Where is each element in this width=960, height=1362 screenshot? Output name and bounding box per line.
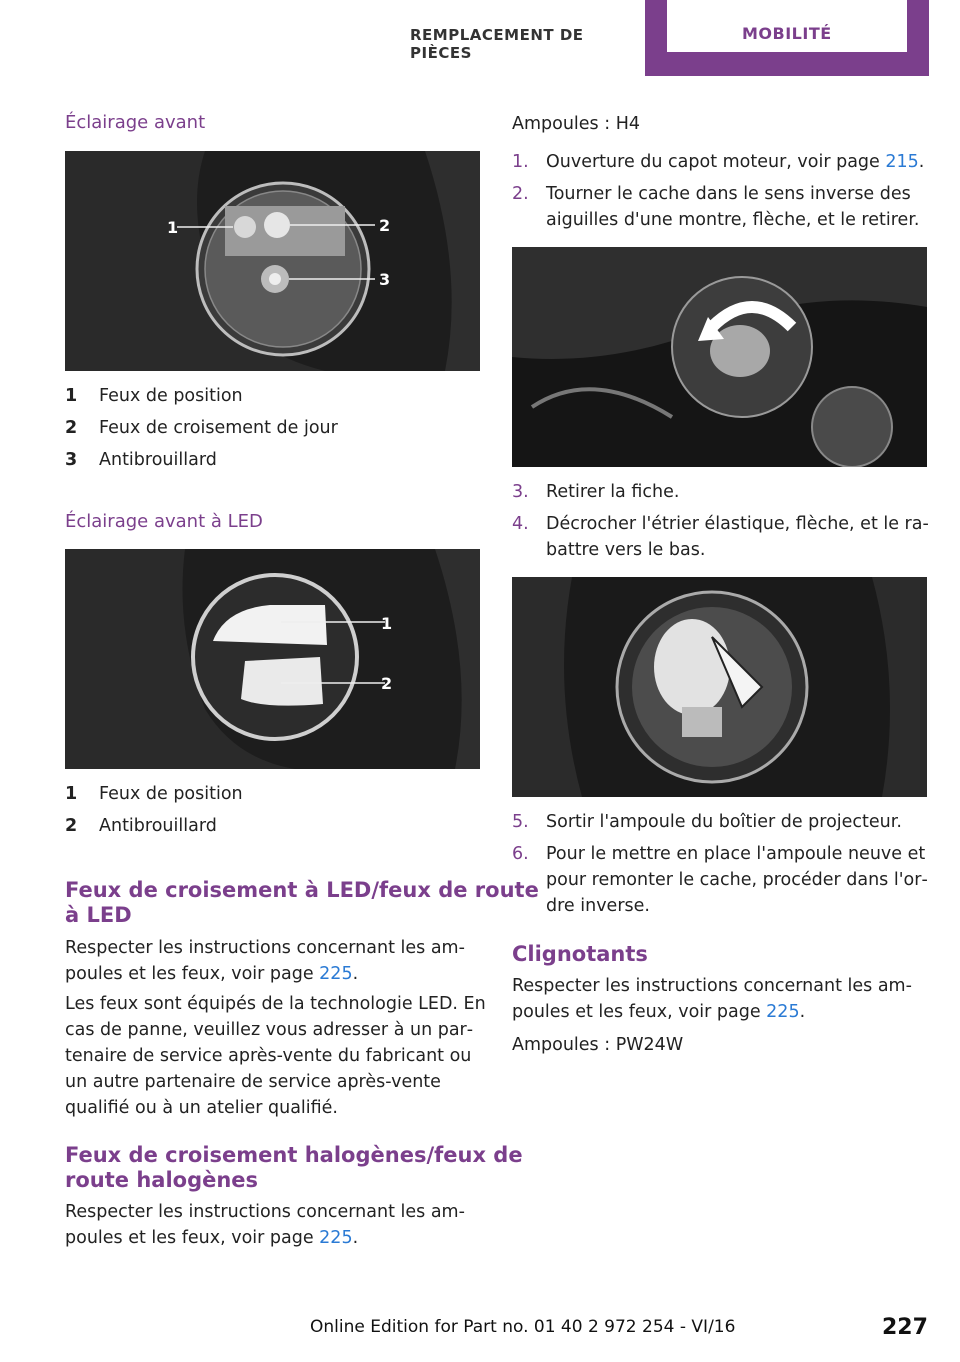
- section-title-eclairage-avant: Éclairage avant: [65, 112, 206, 133]
- page-link[interactable]: 225: [319, 964, 353, 984]
- callout-1: 1: [381, 614, 393, 633]
- led-headlight-figure: [65, 549, 480, 769]
- callout-2: 2: [381, 674, 393, 693]
- paragraph: Respecter les instructions concernant les am‐ poules et les feux, voir page 225.: [65, 938, 465, 984]
- header-section-title: REMPLACEMENT DE PIÈCES: [410, 26, 584, 62]
- paragraph: Respecter les instructions concernant les am‐ poules et les feux, voir page 225.: [512, 976, 912, 1022]
- section-title-clignotants: Clignotants: [512, 942, 648, 966]
- cover-removal-figure: [512, 247, 927, 467]
- page-link[interactable]: 225: [766, 1002, 800, 1022]
- bulb-type: Ampoules : H4: [512, 114, 640, 134]
- footer-edition: Online Edition for Part no. 01 40 2 972 254 - VI/16: [310, 1317, 736, 1337]
- bulb-clip-figure: [512, 577, 927, 797]
- section-title-halogene: Feux de croisement halogènes/feux de route halogènes: [65, 1143, 523, 1192]
- header-tab: [645, 0, 929, 76]
- section-title-led-feux: Feux de croisement à LED/feux de route à LED: [65, 878, 539, 927]
- paragraph: Respecter les instructions concernant les am‐ poules et les feux, voir page 225.: [65, 1202, 465, 1248]
- page-link[interactable]: 215: [885, 152, 919, 172]
- headlight-figure: [65, 151, 480, 371]
- section-title-eclairage-led: Éclairage avant à LED: [65, 511, 263, 532]
- page-link[interactable]: 225: [319, 1228, 353, 1248]
- header-section: [380, 0, 640, 70]
- callout-2: 2: [379, 216, 391, 235]
- paragraph: Les feux sont équipés de la technologie LED. En cas de panne, veuillez vous adresser à un par‐ tenaire de service après-vente du fabricant ou un autre partenaire de service après-vente qualifié ou à un atelier qualifié.: [65, 994, 486, 1118]
- bulb-type: Ampoules : PW24W: [512, 1035, 684, 1055]
- header-tab-title: MOBILITÉ: [742, 24, 832, 43]
- page-number: 227: [882, 1315, 928, 1340]
- callout-1: 1: [167, 218, 179, 237]
- callout-3: 3: [379, 270, 391, 289]
